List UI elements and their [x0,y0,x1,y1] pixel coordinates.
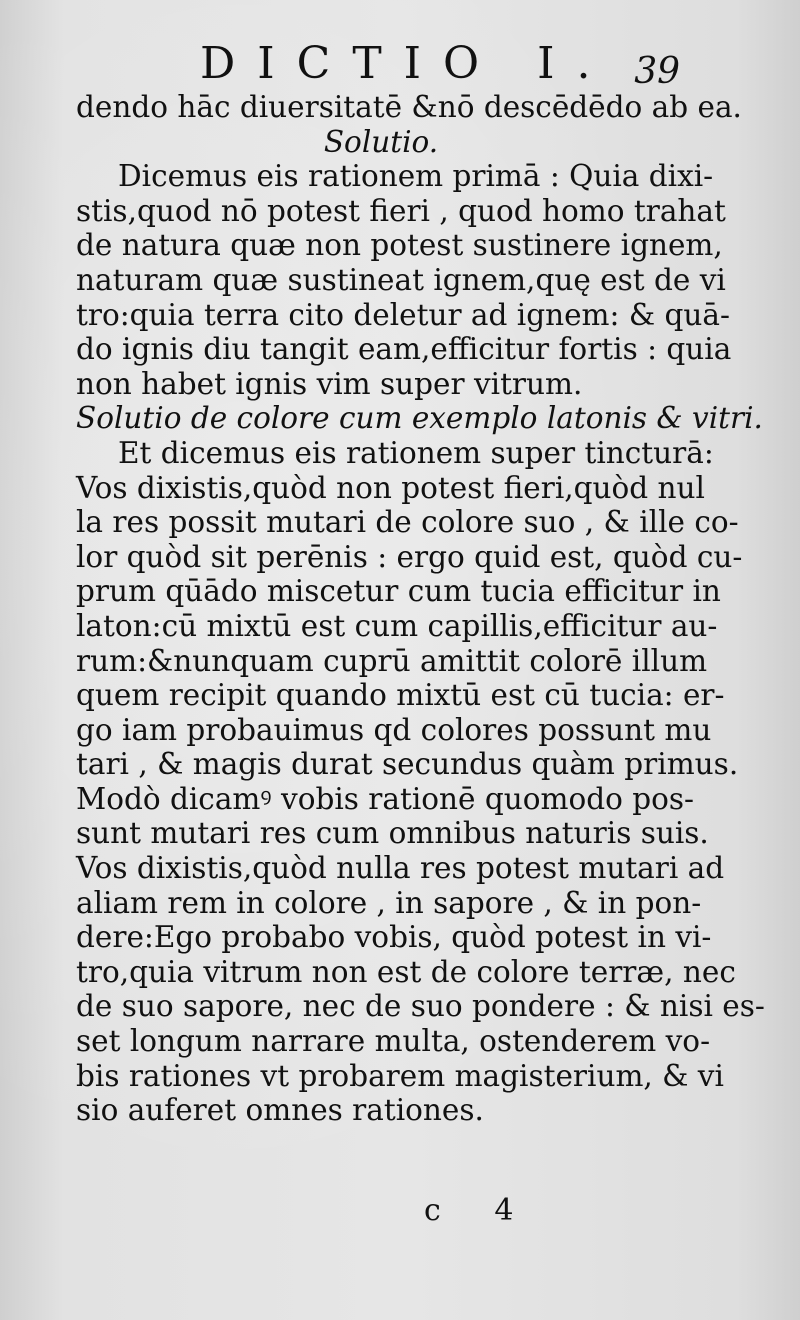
text-line: la res possit mutari de colore suo , & ille co- [76,505,739,540]
text-line: aliam rem in colore , in sapore , & in pon- [76,885,702,920]
page-number: 39 [634,51,680,92]
text-line: quem recipit quando mixtū est cū tucia: er- [76,678,725,713]
text-line: Vos dixistis,quòd nulla res potest mutari ad [76,851,725,886]
text-line: Dicemus eis rationem primā : Quia dixi- [118,159,714,194]
running-head: DICTIO I. [200,38,613,89]
text-line: tro:quia terra cito deletur ad ignem: & quā- [76,297,730,332]
text-line: tro,quia vitrum non est de colore terræ, nec [76,954,736,989]
text-line: lor quòd sit perēnis : ergo quid est, quòd cu- [76,539,743,574]
section-heading: Solutio de colore cum exemplo latonis & vitri. [76,401,763,436]
text-line: Modò dicamꝰ vobis rationē quomodo pos- [76,781,695,816]
text-line: dere:Ego probabo vobis, quòd potest in vi- [76,920,712,955]
text-block [76,90,765,1128]
text-line: dendo hāc diuersitatē &nō descēdēdo ab ea. [76,90,742,124]
text-line: prum qūādo miscetur cum tucia efficitur in [76,574,721,609]
text-line: sunt mutari res cum omnibus naturis suis. [76,816,709,851]
text-line: Et dicemus eis rationem super tincturā: [118,435,714,470]
text-line: sio auferet omnes rationes. [76,1093,484,1128]
page-header [0,38,800,98]
text-line: de suo sapore, nec de suo pondere : & nisi es- [76,989,765,1024]
signature-mark: c 4 [424,1193,536,1228]
text-line: set longum narrare multa, ostenderem vo- [76,1024,711,1059]
text-line: non habet ignis vim super vitrum. [76,366,583,401]
text-line: naturam quæ sustineat ignem,quę est de vi [76,262,726,297]
text-line: go iam probauimus qd colores possunt mu [76,712,712,747]
text-line: Vos dixistis,quòd non potest fieri,quòd nul [76,470,705,505]
text-line: do ignis diu tangit eam,efficitur fortis : quia [76,332,732,367]
section-heading: Solutio. [323,124,439,159]
text-line: rum:&nunquam cuprū amittit colorē illum [76,643,708,678]
text-line: bis rationes vt probarem magisterium, & vi [76,1058,724,1093]
text-line: de natura quæ non potest sustinere ignem, [76,228,723,263]
text-line: stis,quod nō potest fieri , quod homo trahat [76,193,726,228]
text-line: tari , & magis durat secundus quàm primus. [76,747,739,782]
text-line: laton:cū mixtū est cum capillis,efficitur au- [76,608,718,643]
